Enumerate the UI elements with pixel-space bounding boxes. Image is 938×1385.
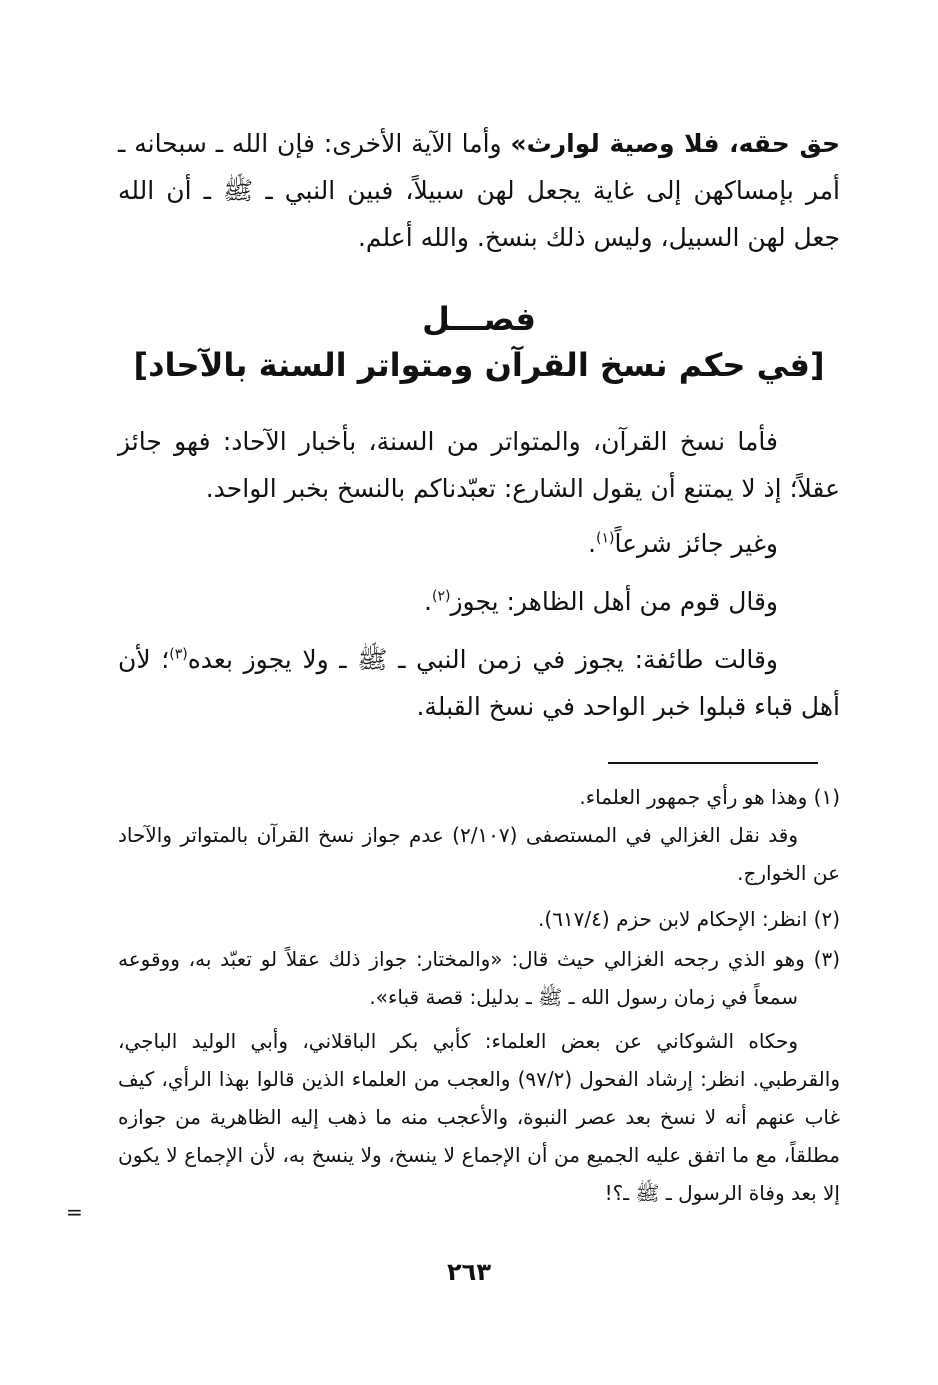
paragraph-2-text — [118, 520, 840, 567]
paragraph-2-main: وغير جائز شرعاً — [614, 529, 778, 558]
top-paragraph-rest: وأما الآية الأخرى: فإن الله ـ سبحانه ـ أمر بإمساكهن إلى غاية يجعل لهن سبيلاً، فبين النبي ـ ﷺ ـ أن الله جعل لهن السبيل، وليس ذلك بنسخ. والله أعلم. — [118, 129, 840, 252]
footnote-2-text: (٢) انظر: الإحكام لابن حزم (٦١٧/٤). — [538, 907, 840, 931]
paragraph-4-text — [118, 636, 840, 730]
footnote-3-text: (٣) وهو الذي رجحه الغزالي حيث قال: «والمختار: جواز ذلك عقلاً لو تعبّد به، ووقوعه سمعاً في زمان رسول الله ـ ﷺ ـ بدليل: قصة قباء». — [118, 947, 840, 1009]
paragraph-2 — [118, 520, 840, 567]
top-paragraph-bold-start: حق حقه، فلا وصية لوارث» — [510, 129, 840, 158]
paragraph-1 — [118, 418, 840, 512]
footnote-divider — [608, 762, 818, 764]
paragraph-3-end: . — [424, 587, 432, 616]
paragraph-3-main: وقال قوم من أهل الظاهر: يجوز — [450, 587, 778, 616]
footnote-2 — [118, 900, 840, 938]
footnote-3 — [118, 940, 840, 1016]
footnote-1 — [118, 778, 840, 892]
footnote-ref-2: (٢) — [431, 588, 451, 605]
paragraph-1-text: فأما نسخ القرآن، والمتواتر من السنة، بأخبار الآحاد: فهو جائز عقلاً؛ إذ لا يمتنع أن يقول الشارع: تعبّدناكم بالنسخ بخبر الواحد. — [118, 427, 840, 503]
section-heading: فصـــل — [422, 300, 536, 338]
page-number: ٢٦٣ — [447, 1258, 491, 1286]
paragraph-2-end: . — [588, 529, 597, 558]
paragraph-4 — [118, 636, 840, 730]
footnote-ref-1: (١) — [596, 530, 615, 547]
top-paragraph — [118, 120, 840, 261]
paragraph-3 — [118, 578, 840, 625]
footnote-ref-3: (٣) — [169, 646, 188, 663]
section-title: [في حكم نسخ القرآن ومتواتر السنة بالآحاد] — [133, 346, 825, 384]
footnote-1-continuation: وقد نقل الغزالي في المستصفى (٢/١٠٧) عدم جواز نسخ القرآن بالمتواتر والآحاد عن الخوارج. — [118, 823, 840, 885]
paragraph-4-end: ؛ لأن أهل قباء قبلوا خبر الواحد في نسخ القبلة. — [118, 645, 840, 721]
footnote-3-continuation-text: وحكاه الشوكاني عن بعض العلماء: كأبي بكر الباقلاني، وأبي الوليد الباجي، والقرطبي. انظر: إرشاد الفحول (٩٧/٢) والعجب من العلماء الذين قالوا بهذا الرأي، كيف غاب عنهم أنه لا نسخ بعد عصر النبوة، والأعجب منه ما ذهب إليه الظاهرية من جوازه مطلقاً، مع ما اتفق عليه الجميع من أن الإجماع لا ينسخ، ولا ينسخ به، لأن الإجماع لا يكون إلا بعد وفاة الرسول ـ ﷺ ـ؟! — [118, 1029, 840, 1205]
footnote-3-continuation — [118, 1022, 840, 1212]
footnote-1-text: (١) وهذا هو رأي جمهور العلماء. — [579, 785, 840, 809]
paragraph-3-text — [118, 578, 840, 625]
paragraph-4-main: وقالت طائفة: يجوز في زمن النبي ـ ﷺ ـ ولا يجوز بعده — [187, 645, 778, 674]
top-paragraph-text — [118, 120, 840, 261]
continuation-mark: = — [66, 1200, 83, 1224]
